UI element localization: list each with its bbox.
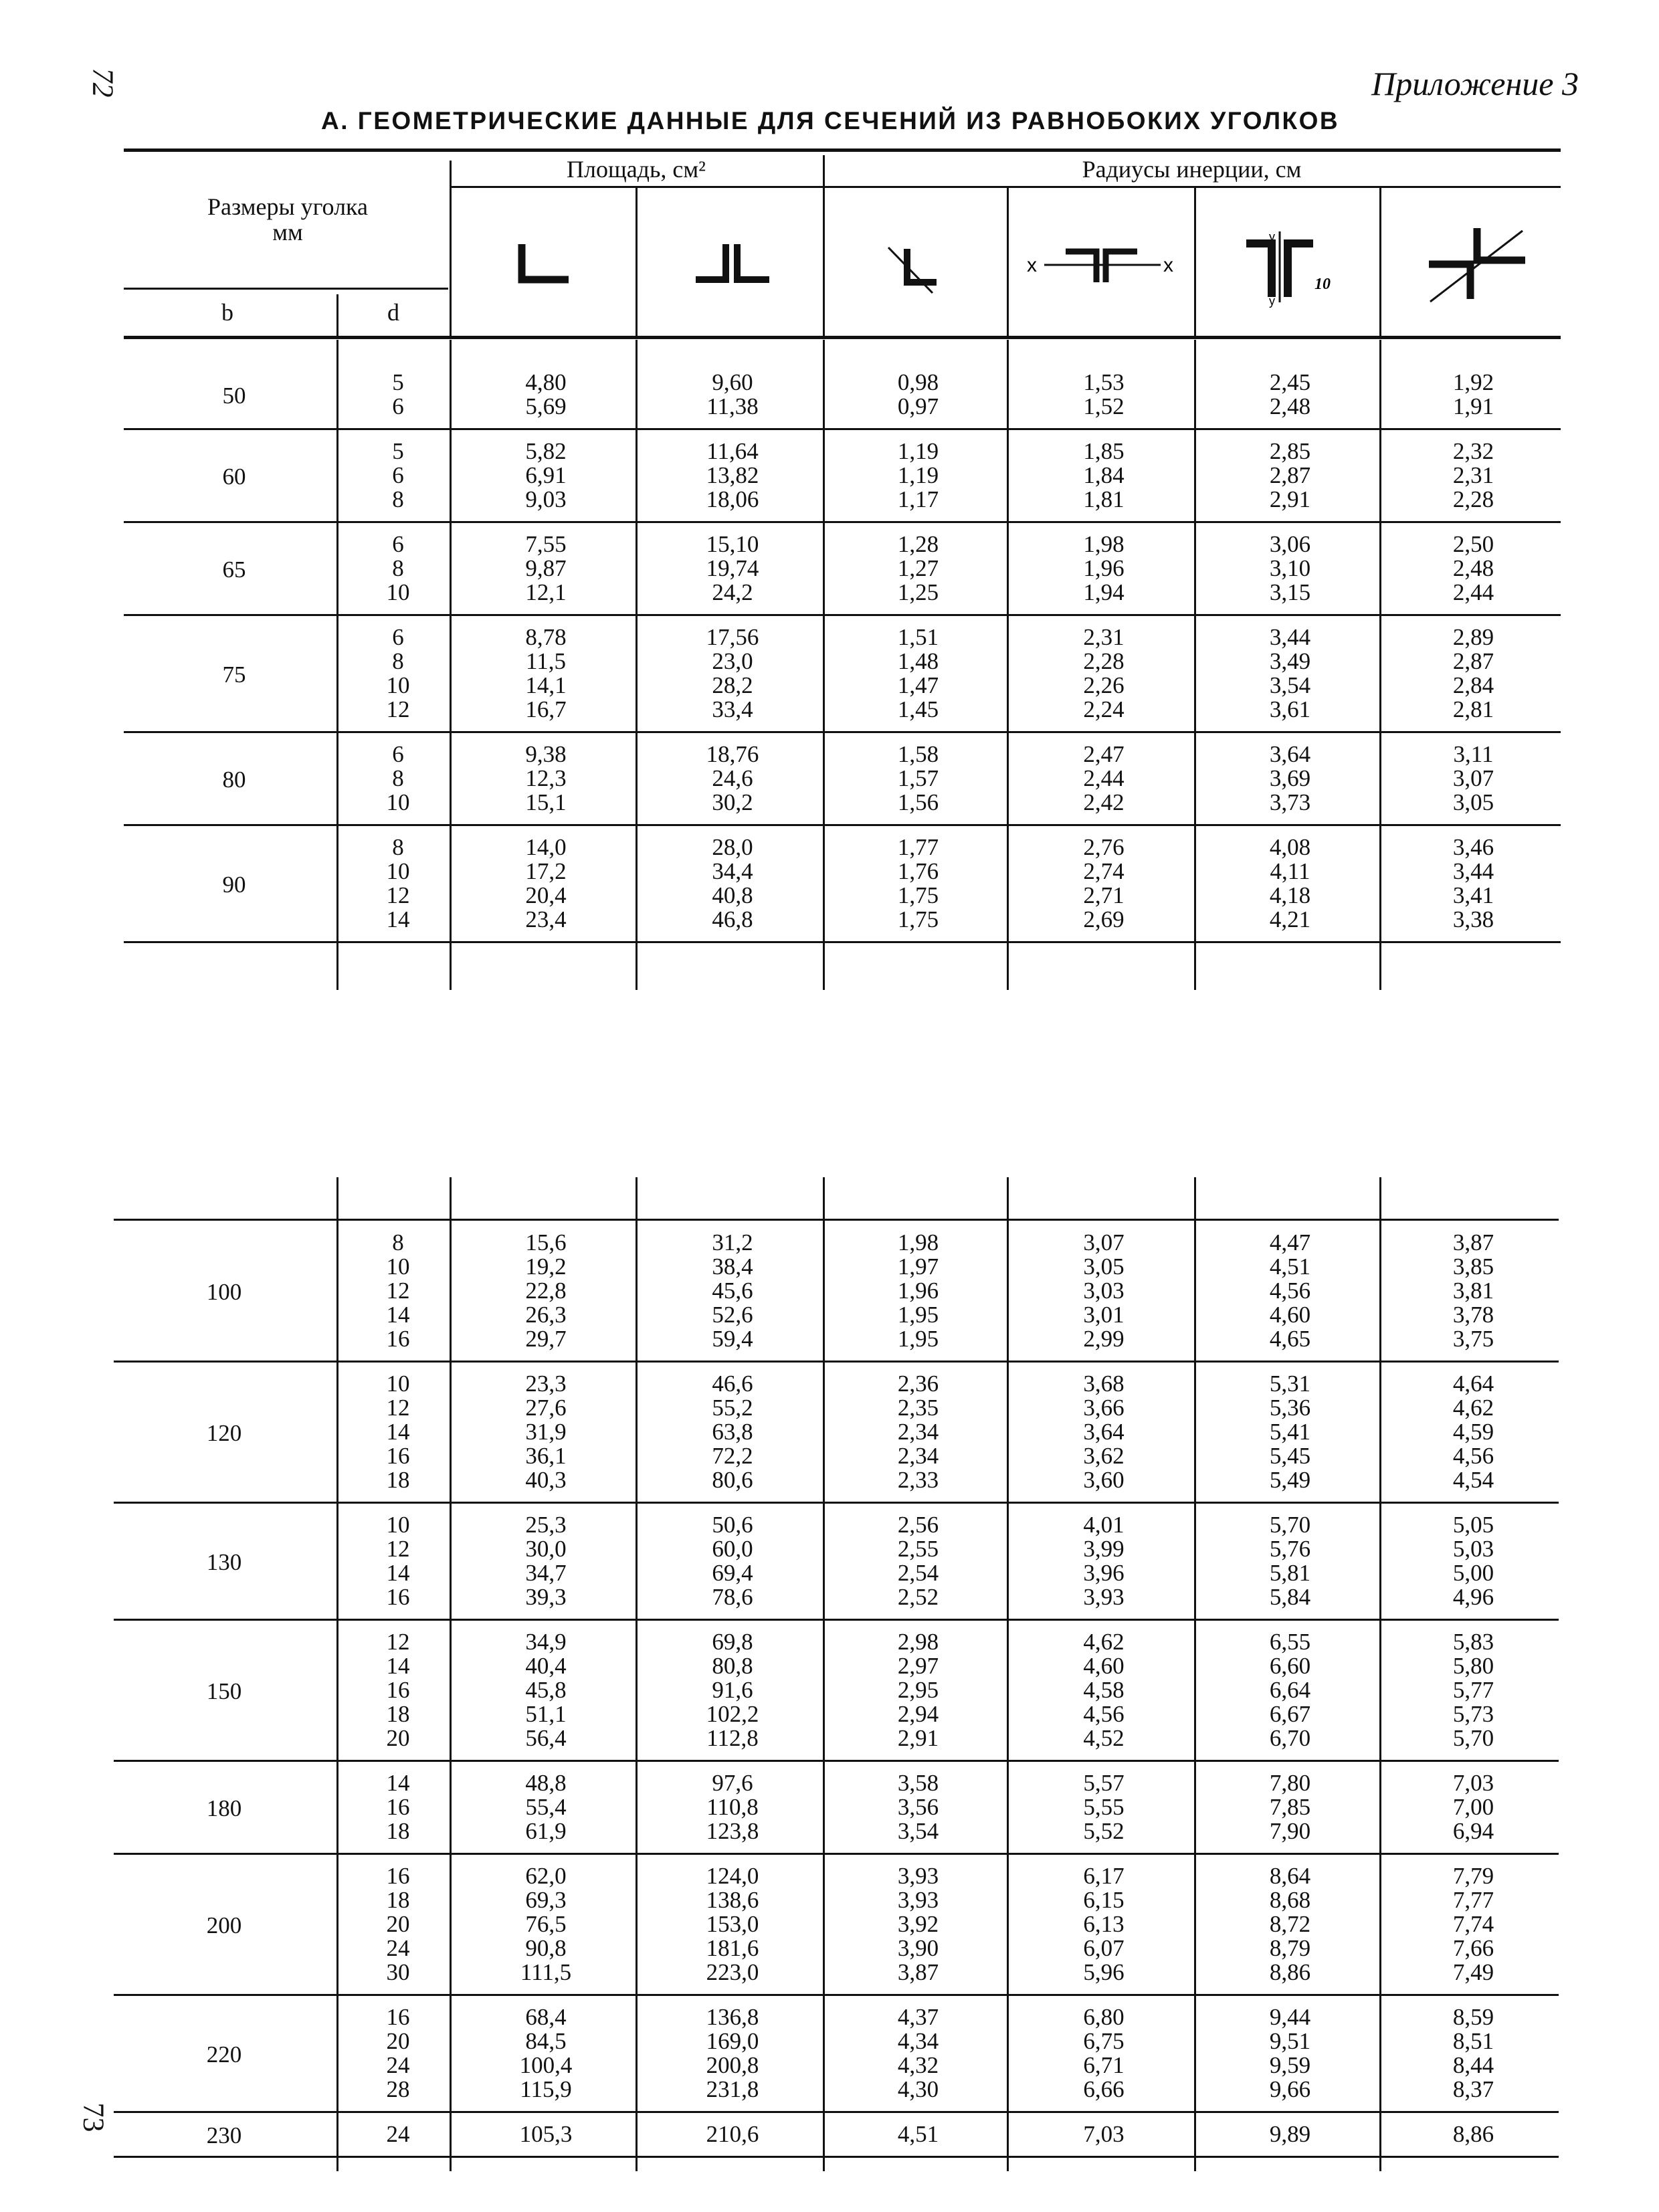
cell-r3: 8,64 8,68 8,72 8,79 8,86 xyxy=(1269,1863,1311,1985)
cell-a2: 136,8 169,0 200,8 231,8 xyxy=(706,2004,759,2102)
cell-a2: 124,0 138,6 153,0 181,6 223,0 xyxy=(706,1863,759,1985)
header-vline-r2 xyxy=(1007,187,1009,336)
cell-r4: 3,46 3,44 3,41 3,38 xyxy=(1452,834,1494,932)
top-column-divider xyxy=(450,340,452,990)
row-separator xyxy=(124,521,1561,523)
cell-a2: 210,6 xyxy=(706,2121,759,2147)
page-number-bottom: 73 xyxy=(77,2102,110,2132)
cell-a2: 17,56 23,0 28,2 33,4 xyxy=(706,624,759,722)
row-separator xyxy=(114,2111,1559,2113)
cell-r3: 5,31 5,36 5,41 5,45 5,49 xyxy=(1269,1371,1311,1493)
cell-a2: 50,6 60,0 69,4 78,6 xyxy=(712,1512,753,1610)
cell-d: 6 8 10 xyxy=(386,741,410,815)
cell-r2: 5,57 5,55 5,52 xyxy=(1083,1770,1125,1844)
cell-r1: 1,98 1,97 1,96 1,95 1,95 xyxy=(897,1229,939,1352)
cell-d: 24 xyxy=(386,2121,410,2147)
bottom-column-divider xyxy=(450,1177,452,2171)
cell-r4: 7,79 7,77 7,74 7,66 7,49 xyxy=(1452,1863,1494,1985)
appendix-label: Приложение 3 xyxy=(1371,65,1579,102)
cell-r2: 1,53 1,52 xyxy=(1083,369,1125,419)
cell-r2: 2,47 2,44 2,42 xyxy=(1083,741,1125,815)
bottom-column-divider xyxy=(1007,1177,1009,2171)
page-number-top: 72 xyxy=(86,68,120,98)
double-angle-x-axis-icon xyxy=(1027,241,1177,288)
row-separator xyxy=(124,824,1561,826)
cell-a2: 18,76 24,6 30,2 xyxy=(706,741,759,815)
row-separator xyxy=(114,1853,1559,1855)
cell-a1: 25,3 30,0 34,7 39,3 xyxy=(525,1512,567,1610)
cell-b: 80 xyxy=(222,767,246,793)
row-separator xyxy=(124,614,1561,616)
double-angle-icon xyxy=(689,241,776,288)
cell-a2: 9,60 11,38 xyxy=(706,369,759,419)
cell-r1: 2,36 2,35 2,34 2,34 2,33 xyxy=(897,1371,939,1493)
cell-d: 16 18 20 24 30 xyxy=(386,1863,410,1985)
header-size-line2: мм xyxy=(272,219,303,245)
cell-a1: 48,8 55,4 61,9 xyxy=(525,1770,567,1844)
row-separator xyxy=(114,2156,1559,2158)
cell-r2: 3,07 3,05 3,03 3,01 2,99 xyxy=(1083,1229,1125,1352)
cell-r4: 3,87 3,85 3,81 3,78 3,75 xyxy=(1452,1229,1494,1352)
cell-r2: 2,31 2,28 2,26 2,24 xyxy=(1083,624,1125,722)
cell-r1: 1,58 1,57 1,56 xyxy=(897,741,939,815)
cell-b: 65 xyxy=(222,557,246,583)
cell-a2: 11,64 13,82 18,06 xyxy=(706,438,759,512)
cell-a1: 34,9 40,4 45,8 51,1 56,4 xyxy=(525,1629,567,1751)
cell-a1: 8,78 11,5 14,1 16,7 xyxy=(525,624,567,722)
cell-a1: 23,3 27,6 31,9 36,1 40,3 xyxy=(525,1371,567,1493)
cell-r2: 1,98 1,96 1,94 xyxy=(1083,531,1125,605)
cell-r4: 5,05 5,03 5,00 4,96 xyxy=(1452,1512,1494,1610)
angle-diagonal-axis-icon xyxy=(883,241,943,294)
cell-d: 14 16 18 xyxy=(386,1770,410,1844)
cell-a2: 31,2 38,4 45,6 52,6 59,4 xyxy=(712,1229,753,1352)
cell-r3: 3,44 3,49 3,54 3,61 xyxy=(1269,624,1311,722)
header-vline-a2 xyxy=(636,187,638,336)
cell-d: 6 8 10 xyxy=(386,531,410,605)
cell-b: 230 xyxy=(206,2122,242,2148)
cell-r2: 1,85 1,84 1,81 xyxy=(1083,438,1125,512)
top-column-divider xyxy=(1007,340,1009,990)
header-bottom-rule xyxy=(124,336,1561,339)
cell-r1: 1,28 1,27 1,25 xyxy=(897,531,939,605)
cell-d: 8 10 12 14 xyxy=(386,834,410,932)
header-size-line1: Размеры уголка xyxy=(207,193,368,220)
cell-d: 12 14 16 18 20 xyxy=(386,1629,410,1751)
bottom-column-divider xyxy=(636,1177,638,2171)
cell-r1: 2,98 2,97 2,95 2,94 2,91 xyxy=(897,1629,939,1751)
cell-r4: 2,32 2,31 2,28 xyxy=(1452,438,1494,512)
cell-a1: 15,6 19,2 22,8 26,3 29,7 xyxy=(525,1229,567,1352)
cell-d: 16 20 24 28 xyxy=(386,2004,410,2102)
cell-r3: 5,70 5,76 5,81 5,84 xyxy=(1269,1512,1311,1610)
cell-r1: 3,93 3,93 3,92 3,90 3,87 xyxy=(897,1863,939,1985)
bottom-column-divider xyxy=(1379,1177,1381,2171)
header-vline-d xyxy=(336,294,338,336)
cell-r1: 4,51 xyxy=(897,2121,939,2147)
top-column-divider xyxy=(636,340,638,990)
header-b: b xyxy=(221,299,233,326)
cell-r1: 0,98 0,97 xyxy=(897,369,939,419)
cell-d: 6 8 10 12 xyxy=(386,624,410,722)
header-vline-r4 xyxy=(1379,187,1381,336)
cell-b: 50 xyxy=(222,383,246,409)
cell-a2: 46,6 55,2 63,8 72,2 80,6 xyxy=(712,1371,753,1493)
cell-r2: 7,03 xyxy=(1083,2121,1125,2147)
cell-r3: 9,44 9,51 9,59 9,66 xyxy=(1269,2004,1311,2102)
row-separator xyxy=(124,731,1561,733)
cell-r1: 4,37 4,34 4,32 4,30 xyxy=(897,2004,939,2102)
bottom-column-divider xyxy=(1194,1177,1196,2171)
cell-r3: 3,06 3,10 3,15 xyxy=(1269,531,1311,605)
cell-r1: 1,19 1,19 1,17 xyxy=(897,438,939,512)
axis-y-top-label: y xyxy=(1269,230,1275,243)
cell-b: 220 xyxy=(206,2041,242,2068)
row-separator xyxy=(114,1760,1559,1762)
cell-r4: 3,11 3,07 3,05 xyxy=(1452,741,1494,815)
cell-r2: 6,80 6,75 6,71 6,66 xyxy=(1083,2004,1125,2102)
cell-b: 200 xyxy=(206,1912,242,1938)
cell-r2: 6,17 6,15 6,13 6,07 5,96 xyxy=(1083,1863,1125,1985)
cell-a2: 15,10 19,74 24,2 xyxy=(706,531,759,605)
cell-a1: 5,82 6,91 9,03 xyxy=(525,438,567,512)
cell-r2: 3,68 3,66 3,64 3,62 3,60 xyxy=(1083,1371,1125,1493)
header-d: d xyxy=(387,299,399,326)
cell-r4: 5,83 5,80 5,77 5,73 5,70 xyxy=(1452,1629,1494,1751)
top-column-divider xyxy=(823,340,825,990)
header-area: Площадь, см² xyxy=(567,156,706,183)
cell-a2: 28,0 34,4 40,8 46,8 xyxy=(712,834,753,932)
cell-a1: 7,55 9,87 12,1 xyxy=(525,531,567,605)
cell-r4: 8,59 8,51 8,44 8,37 xyxy=(1452,2004,1494,2102)
cell-r3: 3,64 3,69 3,73 xyxy=(1269,741,1311,815)
cell-a1: 62,0 69,3 76,5 90,8 111,5 xyxy=(520,1863,572,1985)
bottom-column-divider xyxy=(823,1177,825,2171)
cell-r1: 1,51 1,48 1,47 1,45 xyxy=(897,624,939,722)
top-column-divider xyxy=(1379,340,1381,990)
row-separator xyxy=(114,1994,1559,1996)
cell-r4: 8,86 xyxy=(1452,2121,1494,2147)
cell-r3: 9,89 xyxy=(1269,2121,1311,2147)
header-vline-r3 xyxy=(1194,187,1196,336)
cell-d: 10 12 14 16 xyxy=(386,1512,410,1610)
cell-a1: 14,0 17,2 20,4 23,4 xyxy=(525,834,567,932)
cell-r4: 2,50 2,48 2,44 xyxy=(1452,531,1494,605)
cell-a1: 4,80 5,69 xyxy=(525,369,567,419)
cell-r3: 4,47 4,51 4,56 4,60 4,65 xyxy=(1269,1229,1311,1352)
cell-r3: 4,08 4,11 4,18 4,21 xyxy=(1269,834,1311,932)
header-top-rule xyxy=(124,148,1561,152)
row-separator xyxy=(114,1361,1559,1363)
header-vline-area xyxy=(450,161,452,336)
cell-r1: 3,58 3,56 3,54 xyxy=(897,1770,939,1844)
cell-r3: 2,85 2,87 2,91 xyxy=(1269,438,1311,512)
cell-a2: 97,6 110,8 123,8 xyxy=(706,1770,759,1844)
cell-d: 5 6 8 xyxy=(392,438,404,512)
cruciform-angle-icon xyxy=(1425,224,1532,304)
axis-x-left-label: x xyxy=(1027,254,1037,276)
cell-d: 8 10 12 14 16 xyxy=(386,1229,410,1352)
header-radii: Радиусы инерции, см xyxy=(1082,156,1302,183)
cell-b: 150 xyxy=(206,1678,242,1704)
cell-a1: 105,3 xyxy=(519,2121,573,2147)
cell-r4: 7,03 7,00 6,94 xyxy=(1452,1770,1494,1844)
cell-b: 180 xyxy=(206,1795,242,1821)
cell-r3: 7,80 7,85 7,90 xyxy=(1269,1770,1311,1844)
cell-r4: 2,89 2,87 2,84 2,81 xyxy=(1452,624,1494,722)
cell-d: 5 6 xyxy=(392,369,404,419)
gap-10-label: 10 xyxy=(1314,276,1331,293)
cell-b: 90 xyxy=(222,872,246,898)
cell-r4: 4,64 4,62 4,59 4,56 4,54 xyxy=(1452,1371,1494,1493)
cell-r1: 1,77 1,76 1,75 1,75 xyxy=(897,834,939,932)
top-column-divider xyxy=(1194,340,1196,990)
cell-r3: 2,45 2,48 xyxy=(1269,369,1311,419)
axis-y-bottom-label: y xyxy=(1269,294,1275,308)
table-title: А. ГЕОМЕТРИЧЕСКИЕ ДАННЫЕ ДЛЯ СЕЧЕНИЙ ИЗ РАВНОБОКИХ УГОЛКОВ xyxy=(321,107,1340,134)
cell-b: 75 xyxy=(222,662,246,688)
cell-r3: 6,55 6,60 6,64 6,67 6,70 xyxy=(1269,1629,1311,1751)
cell-a1: 68,4 84,5 100,4 115,9 xyxy=(519,2004,573,2102)
cell-a2: 69,8 80,8 91,6 102,2 112,8 xyxy=(706,1629,759,1751)
row-separator xyxy=(124,428,1561,430)
row-separator xyxy=(124,941,1561,943)
bottom-column-divider xyxy=(336,1177,338,2171)
cell-r2: 4,01 3,99 3,96 3,93 xyxy=(1083,1512,1125,1610)
cell-d: 10 12 14 16 18 xyxy=(386,1371,410,1493)
row-separator xyxy=(114,1502,1559,1504)
cell-r2: 2,76 2,74 2,71 2,69 xyxy=(1083,834,1125,932)
double-angle-y-axis-icon xyxy=(1241,227,1355,308)
cell-r2: 4,62 4,60 4,58 4,56 4,52 xyxy=(1083,1629,1125,1751)
row-separator xyxy=(114,1619,1559,1621)
top-column-divider xyxy=(336,340,338,990)
header-bd-rule xyxy=(124,288,448,290)
cell-r1: 2,56 2,55 2,54 2,52 xyxy=(897,1512,939,1610)
cell-b: 60 xyxy=(222,464,246,490)
single-angle-icon xyxy=(515,241,575,288)
cell-b: 130 xyxy=(206,1549,242,1575)
cell-b: 100 xyxy=(206,1279,242,1305)
cell-a1: 9,38 12,3 15,1 xyxy=(525,741,567,815)
axis-x-right-label: x xyxy=(1163,254,1173,276)
bottom-section-top-rule xyxy=(114,1219,1559,1221)
cell-b: 120 xyxy=(206,1420,242,1446)
cell-r4: 1,92 1,91 xyxy=(1452,369,1494,419)
header-group-rule-radii xyxy=(823,186,1561,188)
